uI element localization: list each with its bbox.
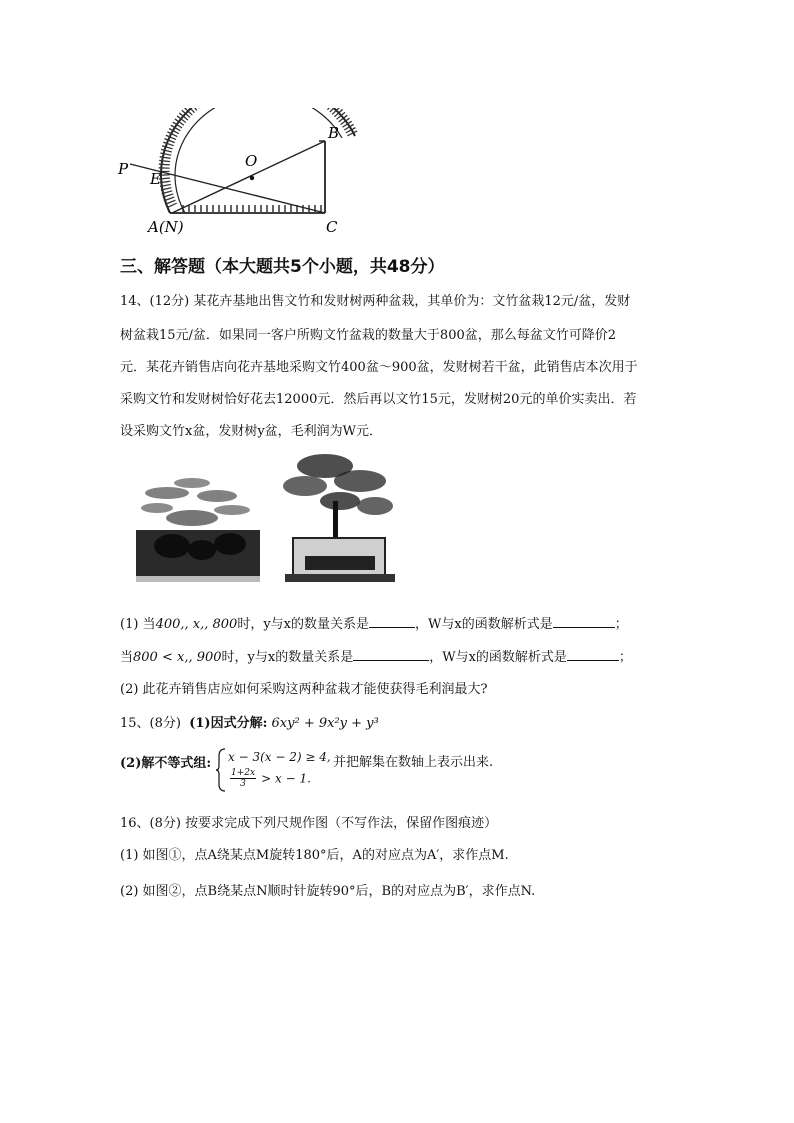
q15-part2-tail: 并把解集在数轴上表示出来.	[333, 755, 494, 770]
money-tree-photo	[265, 446, 410, 588]
q14-part1-end-2: ；	[618, 650, 632, 665]
q15-inequality-1: x − 3(x − 2) ≥ 4,	[228, 750, 331, 764]
q16-part1: (1) 如图①，点A绕某点M旋转180°后，A的对应点为A′，求作点M.	[120, 848, 509, 863]
q14-part2: (2) 此花卉销售店应如何采购这两种盆栽才能使获得毛利润最大?	[120, 682, 488, 697]
q15-inequality-2-rest: > x − 1.	[261, 771, 311, 786]
q16-part2: (2) 如图②，点B绕某点N顺时针旋转90°后，B的对应点为B′，求作点N.	[120, 884, 536, 899]
q14-answer-blank-3[interactable]	[353, 648, 429, 661]
q14-line-5: 设采购文竹x盆，发财树y盆，毛利润为W元．	[120, 424, 383, 439]
q15-expression: 6xy² + 9x²y + y³	[271, 716, 379, 731]
q14-part1-range: 400,, x,, 800	[155, 617, 238, 632]
section-heading: 三、解答题（本大题共5个小题，共48分）	[120, 257, 445, 277]
q14-line-1: 14、(12分) 某花卉基地出售文竹和发财树两种盆栽，其单价为：文竹盆栽12元/盆，发财	[120, 294, 631, 309]
q14-answer-blank-2[interactable]	[553, 615, 615, 628]
q14-part1-w-function: ，W与x的函数解析式是	[415, 617, 553, 632]
label-O: O	[245, 152, 258, 170]
protractor-figure	[110, 108, 360, 236]
label-C: C	[326, 218, 338, 236]
q14-part1-y-relation: 时，y与x的数量关系是	[237, 617, 370, 632]
q14-part1-end: ；	[614, 617, 628, 632]
q14-part1-line2	[120, 646, 632, 665]
q14-answer-blank-1[interactable]	[369, 615, 415, 628]
q14-line-2: 树盆栽15元/盆．如果同一客户所购文竹盆栽的数量大于800盆，那么每盆文竹可降价2	[120, 328, 617, 343]
q14-part1-range-2: 800 < x,, 900	[133, 650, 222, 665]
q15-part1	[120, 712, 379, 731]
label-A: A(N)	[148, 218, 184, 236]
q15-part1-label: (1)因式分解:	[189, 716, 268, 731]
q15-inequality-2	[230, 768, 311, 789]
q15-intro: 15、(8分)	[120, 716, 181, 731]
q14-part1-y-relation-2: 时，y与x的数量关系是	[221, 650, 354, 665]
q16-intro: 16、(8分) 按要求完成下列尺规作图（不写作法，保留作图痕迹）	[120, 816, 498, 831]
system-brace	[216, 748, 226, 792]
q15-fraction-numerator: 1+2x	[231, 768, 256, 778]
bamboo-plant-photo	[132, 468, 262, 588]
q14-line-3: 元．某花卉销售店向花卉基地采购文竹400盆～900盆，发财树若干盆，此销售店本次用于	[120, 360, 638, 375]
q14-part1-when: 当	[120, 650, 134, 665]
q15-part2-label: (2)解不等式组:	[120, 756, 212, 771]
q14-part1-prefix: (1) 当	[120, 617, 156, 632]
q14-part1-line1	[120, 613, 628, 632]
label-P: P	[118, 160, 129, 178]
q14-answer-blank-4[interactable]	[567, 648, 619, 661]
q15-fraction-denominator: 3	[240, 779, 246, 789]
protractor-inner-arc	[175, 108, 342, 213]
label-B: B	[328, 124, 340, 142]
q14-part1-w-function-2: ，W与x的函数解析式是	[429, 650, 567, 665]
label-E: E	[150, 170, 161, 188]
q14-line-4: 采购文竹和发财树恰好花去12000元．然后再以文竹15元，发财树20元的单价实卖出．若	[120, 392, 637, 407]
